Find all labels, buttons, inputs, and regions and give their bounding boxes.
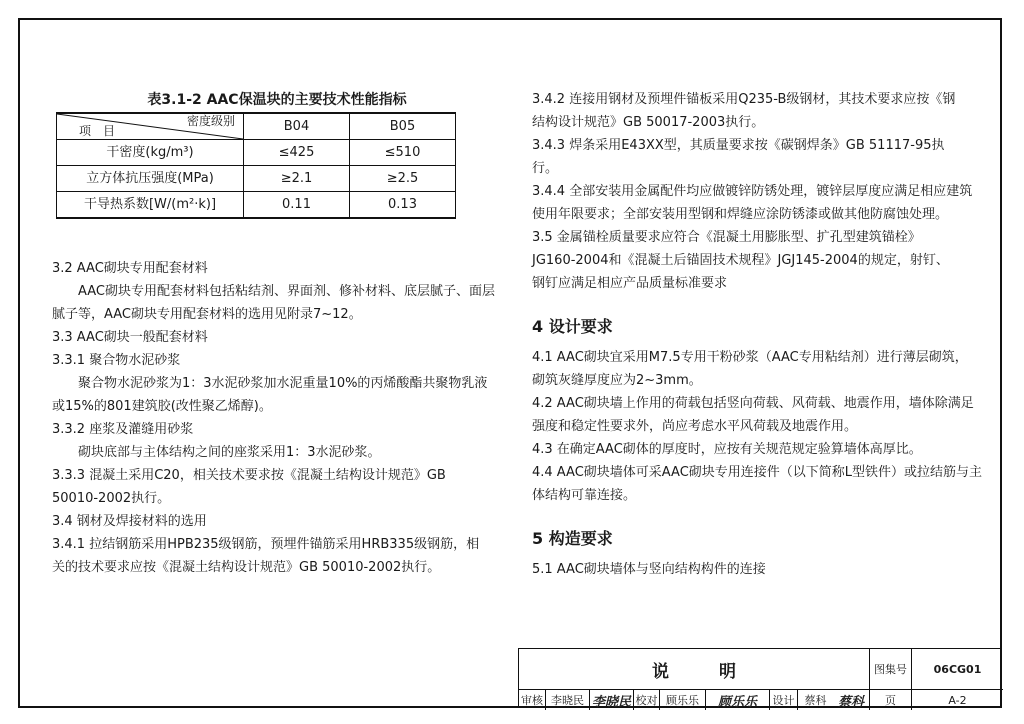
- header-item: 项 目: [79, 124, 116, 138]
- paragraph-line: 体结构可靠连接。: [532, 488, 637, 503]
- section-heading: 3.3 AAC砌块一般配套材料: [52, 330, 208, 345]
- atlas-label: 图集号: [869, 649, 911, 689]
- review-label: 审核: [521, 694, 543, 707]
- table-caption: 表3.1-2 AAC保温块的主要技术性能指标: [147, 92, 407, 108]
- title-block: [518, 648, 1002, 708]
- section-5-heading: 5 构造要求: [532, 529, 613, 548]
- table-cell: ≤425: [244, 140, 350, 166]
- reviewer-signature: 李晓民: [589, 690, 633, 710]
- paragraph-line: 50010-2002执行。: [52, 491, 171, 506]
- section-heading: 3.3.2 座浆及灌缝用砂浆: [52, 422, 194, 437]
- paragraph-line: 3.4.2 连接用钢材及预埋件锚板采用Q235-B级钢材，其技术要求应按《钢: [532, 92, 956, 107]
- right-column: [532, 88, 983, 581]
- paragraph-line: 3.5 金属锚栓质量要求应符合《混凝土用膨胀型、扩孔型建筑锚栓》: [532, 230, 921, 245]
- paragraph-line: 结构设计规范》GB 50017-2003执行。: [532, 115, 765, 130]
- table-cell: 0.11: [244, 192, 350, 219]
- paragraph-line: 聚合物水泥砂浆为1：3水泥砂浆加水泥重量10%的丙烯酸酯共聚物乳液: [78, 376, 488, 391]
- paragraph-line: 强度和稳定性要求外，尚应考虑水平风荷载及地震作用。: [532, 419, 858, 434]
- column-header: B04: [244, 113, 350, 140]
- section-heading: 3.3.1 聚合物水泥砂浆: [52, 353, 181, 368]
- paragraph-line: 4.3 在确定AAC砌体的厚度时，应按有关规范规定验算墙体高厚比。: [532, 442, 922, 457]
- section-4-heading: 4 设计要求: [532, 317, 613, 336]
- paragraph-line: JG160-2004和《混凝土后锚固技术规程》JGJ145-2004的规定，射钉、: [532, 253, 949, 268]
- paragraph-line: 或15%的801建筑胶(改性聚乙烯醇)。: [52, 399, 272, 414]
- paragraph-line: 5.1 AAC砌块墙体与竖向结构构件的连接: [532, 562, 766, 577]
- design-label: 设计: [769, 690, 797, 710]
- paragraph-line: 腻子等，AAC砌块专用配套材料的选用见附录7~12。: [52, 307, 362, 322]
- paragraph-line: 行。: [532, 161, 559, 176]
- title-block-sign-row: [519, 689, 1003, 710]
- paragraph-line: 3.4.3 焊条采用E43XX型，其质量要求按《碳钢焊条》GB 51117-95执: [532, 138, 945, 153]
- table-cell: ≥2.1: [244, 166, 350, 192]
- section-heading: 3.4 钢材及焊接材料的选用: [52, 514, 207, 529]
- paragraph-line: 4.4 AAC砌块墙体可采AAC砌块专用连接件（以下简称L型铁件）或拉结筋与主: [532, 465, 983, 480]
- section-heading: 3.2 AAC砌块专用配套材料: [52, 261, 208, 276]
- paragraph-line: 3.3.3 混凝土采用C20，相关技术要求按《混凝土结构设计规范》GB: [52, 468, 446, 483]
- designer-signature: 蔡科: [837, 694, 864, 710]
- table-cell: 0.13: [350, 192, 456, 219]
- designer-name: 蔡科: [797, 690, 833, 710]
- paragraph-line: AAC砌块专用配套材料包括粘结剂、界面剂、修补材料、底层腻子、面层: [78, 284, 495, 299]
- checker-name: 顾乐乐: [659, 690, 705, 710]
- reviewer-name: 李晓民: [545, 690, 589, 710]
- paragraph-line: 4.2 AAC砌块墙上作用的荷载包括竖向荷载、风荷载、地震作用，墙体除满足: [532, 396, 974, 411]
- table-row: [57, 192, 456, 219]
- atlas-number: 06CG01: [911, 649, 1003, 689]
- left-column: [52, 88, 502, 579]
- spec-table: [56, 112, 456, 219]
- paragraph-line: 钢钉应满足相应产品质量标准要求: [532, 276, 728, 291]
- check-label: 校对: [633, 690, 659, 710]
- page-label: 页: [869, 690, 911, 710]
- table-row: [57, 140, 456, 166]
- paragraph-line: 砌筑灰缝厚度应为2~3mm。: [532, 373, 702, 388]
- paragraph-line: 关的技术要求应按《混凝土结构设计规范》GB 50010-2002执行。: [52, 560, 441, 575]
- row-label: 立方体抗压强度(MPa): [57, 166, 244, 192]
- table-header-row: [57, 113, 456, 140]
- paragraph-line: 3.4.4 全部安装用金属配件均应做镀锌防锈处理，镀锌层厚度应满足相应建筑: [532, 184, 973, 199]
- column-header: B05: [350, 113, 456, 140]
- checker-signature: 顾乐乐: [705, 690, 769, 710]
- table-row: [57, 166, 456, 192]
- row-label: 干导热系数[W/(m²·k)]: [57, 192, 244, 219]
- paragraph-line: 砌块底部与主体结构之间的座浆采用1：3水泥砂浆。: [78, 445, 381, 460]
- page-number: A-2: [911, 690, 1003, 710]
- table-cell: ≥2.5: [350, 166, 456, 192]
- table-corner-cell: [57, 113, 244, 140]
- header-grade: 密度级别: [186, 114, 235, 128]
- table-cell: ≤510: [350, 140, 456, 166]
- sheet-title: 说明: [652, 661, 786, 682]
- paragraph-line: 4.1 AAC砌块宜采用M7.5专用干粉砂浆（AAC专用粘结剂）进行薄层砌筑，: [532, 350, 968, 365]
- row-label: 干密度(kg/m³): [57, 140, 244, 166]
- paragraph-line: 3.4.1 拉结钢筋采用HPB235级钢筋，预埋件锚筋采用HRB335级钢筋，相: [52, 537, 480, 552]
- paragraph-line: 使用年限要求；全部安装用型钢和焊缝应涂防锈漆或做其他防腐蚀处理。: [532, 207, 949, 222]
- title-block-top-row: [519, 649, 1003, 689]
